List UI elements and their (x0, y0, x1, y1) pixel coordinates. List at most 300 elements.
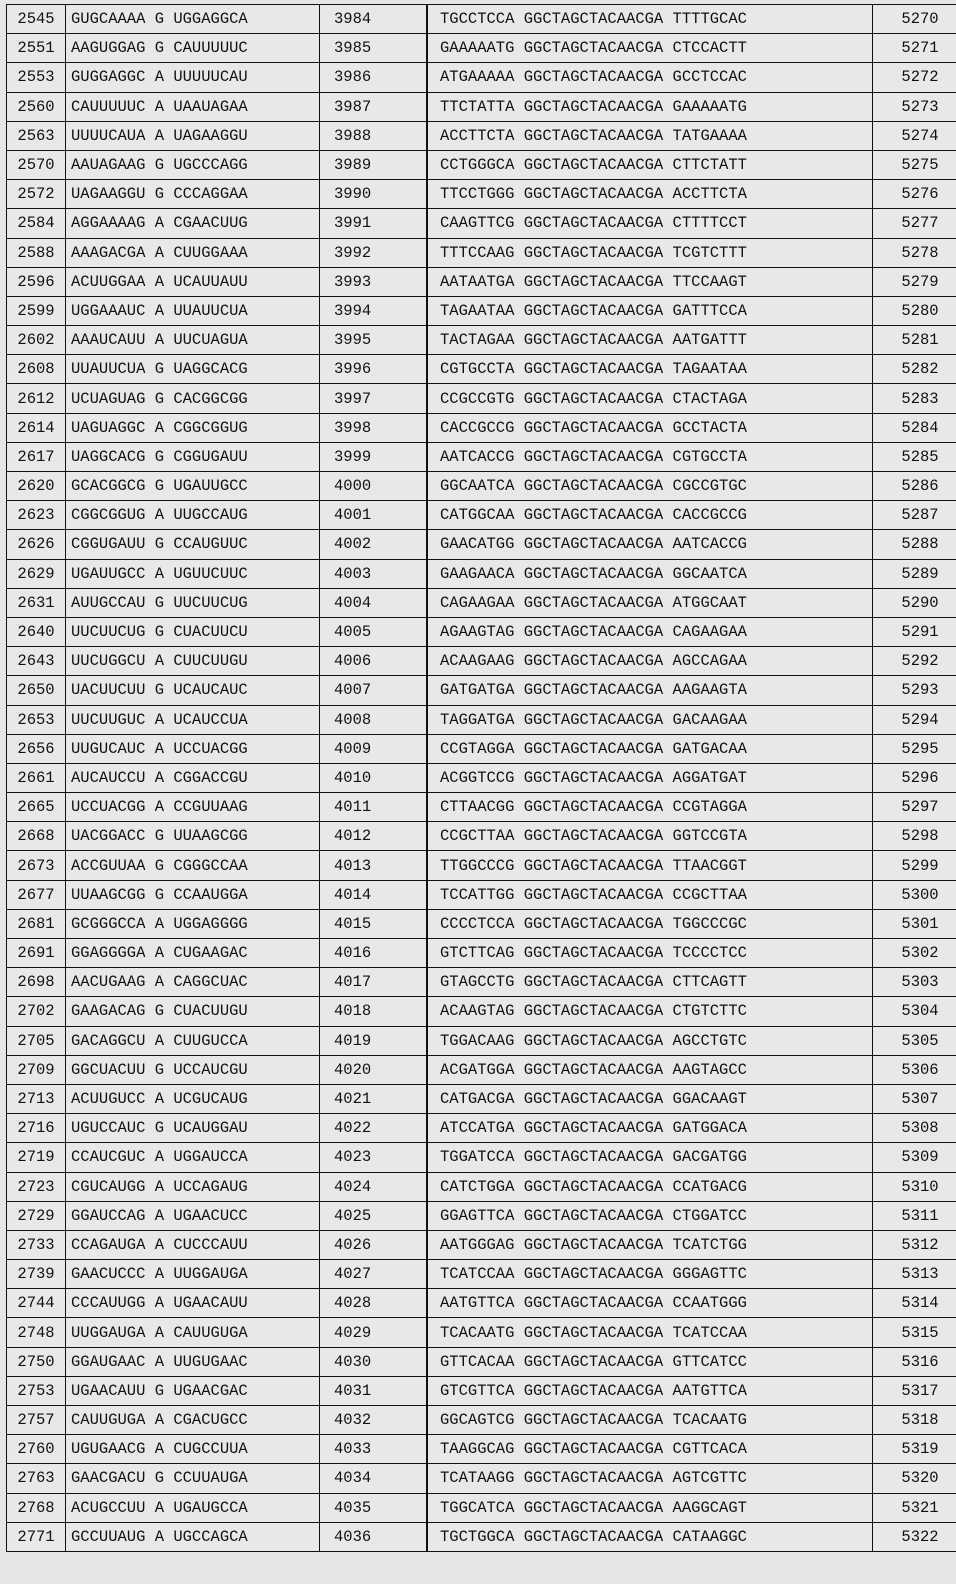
substrate-seq-id-cell: 3989 (320, 150, 427, 179)
enzyme-seq-id-cell: 5303 (873, 968, 956, 997)
substrate-sequence-cell: UAGUAGGC A CGGCGGUG (66, 413, 320, 442)
substrate-sequence-cell: AAUAGAAG G UGCCCAGG (66, 150, 320, 179)
table-row (7, 1318, 956, 1347)
enzyme-seq-id-cell: 5290 (873, 588, 956, 617)
substrate-seq-id-cell: 4024 (320, 1172, 427, 1201)
enzyme-sequence-cell: ACGATGGA GGCTAGCTACAACGA AAGTAGCC (428, 1055, 873, 1084)
position-cell: 2608 (7, 355, 66, 384)
position-cell: 2617 (7, 442, 66, 471)
enzyme-seq-id-cell: 5317 (873, 1376, 956, 1405)
enzyme-sequence-cell: GGCAGTCG GGCTAGCTACAACGA TCACAATG (428, 1406, 873, 1435)
enzyme-seq-id-cell: 5287 (873, 501, 956, 530)
enzyme-sequence-cell: GAAAAATG GGCTAGCTACAACGA CTCCACTT (428, 34, 873, 63)
enzyme-seq-id-cell: 5299 (873, 851, 956, 880)
substrate-seq-id-cell: 4001 (320, 501, 427, 530)
substrate-sequence-cell: GCACGGCG G UGAUUGCC (66, 472, 320, 501)
substrate-seq-id-cell: 4000 (320, 472, 427, 501)
substrate-sequence-cell: GGAUGAAC A UUGUGAAC (66, 1347, 320, 1376)
substrate-seq-id-cell: 4023 (320, 1143, 427, 1172)
enzyme-sequence-cell: CCGCCGTG GGCTAGCTACAACGA CTACTAGA (428, 384, 873, 413)
position-cell: 2665 (7, 793, 66, 822)
substrate-sequence-cell: CCCAUUGG A UGAACAUU (66, 1289, 320, 1318)
enzyme-sequence-cell: TTTCCAAG GGCTAGCTACAACGA TCGTCTTT (428, 238, 873, 267)
enzyme-seq-id-cell: 5283 (873, 384, 956, 413)
substrate-seq-id-cell: 3999 (320, 442, 427, 471)
enzyme-sequence-cell: TCATAAGG GGCTAGCTACAACGA AGTCGTTC (428, 1464, 873, 1493)
enzyme-sequence-cell: ACAAGAAG GGCTAGCTACAACGA AGCCAGAA (428, 647, 873, 676)
enzyme-seq-id-cell: 5275 (873, 150, 956, 179)
enzyme-seq-id-cell: 5291 (873, 617, 956, 646)
substrate-seq-id-cell: 4019 (320, 1026, 427, 1055)
enzyme-seq-id-cell: 5308 (873, 1114, 956, 1143)
substrate-seq-id-cell: 4006 (320, 647, 427, 676)
table-row (7, 1055, 956, 1084)
table-row (7, 472, 956, 501)
position-cell: 2723 (7, 1172, 66, 1201)
enzyme-sequence-cell: TAAGGCAG GGCTAGCTACAACGA CGTTCACA (428, 1435, 873, 1464)
enzyme-sequence-cell: CCGTAGGA GGCTAGCTACAACGA GATGACAA (428, 734, 873, 763)
substrate-sequence-cell: UGUCCAUC G UCAUGGAU (66, 1114, 320, 1143)
substrate-sequence-cell: AUUGCCAU G UUCUUCUG (66, 588, 320, 617)
substrate-seq-id-cell: 4028 (320, 1289, 427, 1318)
substrate-sequence-cell: CGGCGGUG A UUGCCAUG (66, 501, 320, 530)
table-row (7, 1084, 956, 1113)
substrate-sequence-cell: UAGAAGGU G CCCAGGAA (66, 180, 320, 209)
position-cell: 2545 (7, 5, 66, 34)
substrate-sequence-cell: CAUUGUGA A CGACUGCC (66, 1406, 320, 1435)
enzyme-seq-id-cell: 5315 (873, 1318, 956, 1347)
position-cell: 2661 (7, 763, 66, 792)
substrate-seq-id-cell: 3988 (320, 121, 427, 150)
position-cell: 2713 (7, 1084, 66, 1113)
position-cell: 2702 (7, 997, 66, 1026)
substrate-seq-id-cell: 3984 (320, 5, 427, 34)
enzyme-sequence-cell: GGCAATCA GGCTAGCTACAACGA CGCCGTGC (428, 472, 873, 501)
enzyme-sequence-cell: TGGACAAG GGCTAGCTACAACGA AGCCTGTC (428, 1026, 873, 1055)
table-row (7, 1172, 956, 1201)
enzyme-sequence-cell: CTTAACGG GGCTAGCTACAACGA CCGTAGGA (428, 793, 873, 822)
table-row (7, 1376, 956, 1405)
sequence-table (6, 4, 956, 1552)
substrate-sequence-cell: UAGGCACG G CGGUGAUU (66, 442, 320, 471)
sequence-table-page (6, 4, 946, 1552)
enzyme-sequence-cell: TTGGCCCG GGCTAGCTACAACGA TTAACGGT (428, 851, 873, 880)
enzyme-seq-id-cell: 5318 (873, 1406, 956, 1435)
table-row (7, 647, 956, 676)
substrate-sequence-cell: UGAACAUU G UGAACGAC (66, 1376, 320, 1405)
enzyme-seq-id-cell: 5274 (873, 121, 956, 150)
table-row (7, 617, 956, 646)
substrate-seq-id-cell: 4030 (320, 1347, 427, 1376)
substrate-seq-id-cell: 4010 (320, 763, 427, 792)
enzyme-seq-id-cell: 5289 (873, 559, 956, 588)
enzyme-sequence-cell: CCGCTTAA GGCTAGCTACAACGA GGTCCGTA (428, 822, 873, 851)
enzyme-seq-id-cell: 5285 (873, 442, 956, 471)
position-cell: 2760 (7, 1435, 66, 1464)
substrate-seq-id-cell: 4011 (320, 793, 427, 822)
table-row (7, 1289, 956, 1318)
enzyme-seq-id-cell: 5271 (873, 34, 956, 63)
table-row (7, 180, 956, 209)
substrate-sequence-cell: AACUGAAG A CAGGCUAC (66, 968, 320, 997)
position-cell: 2719 (7, 1143, 66, 1172)
substrate-sequence-cell: GUGGAGGC A UUUUUCAU (66, 63, 320, 92)
enzyme-seq-id-cell: 5305 (873, 1026, 956, 1055)
position-cell: 2750 (7, 1347, 66, 1376)
substrate-seq-id-cell: 4007 (320, 676, 427, 705)
substrate-seq-id-cell: 4002 (320, 530, 427, 559)
table-row (7, 1493, 956, 1522)
enzyme-seq-id-cell: 5300 (873, 880, 956, 909)
position-cell: 2584 (7, 209, 66, 238)
enzyme-sequence-cell: TCACAATG GGCTAGCTACAACGA TCATCCAA (428, 1318, 873, 1347)
enzyme-sequence-cell: GGAGTTCA GGCTAGCTACAACGA CTGGATCC (428, 1201, 873, 1230)
substrate-seq-id-cell: 4031 (320, 1376, 427, 1405)
substrate-sequence-cell: GAAGACAG G CUACUUGU (66, 997, 320, 1026)
position-cell: 2629 (7, 559, 66, 588)
position-cell: 2631 (7, 588, 66, 617)
enzyme-sequence-cell: AATGGGAG GGCTAGCTACAACGA TCATCTGG (428, 1230, 873, 1259)
position-cell: 2602 (7, 326, 66, 355)
enzyme-sequence-cell: CGTGCCTA GGCTAGCTACAACGA TAGAATAA (428, 355, 873, 384)
substrate-seq-id-cell: 4021 (320, 1084, 427, 1113)
table-row (7, 793, 956, 822)
table-row (7, 267, 956, 296)
substrate-sequence-cell: AUCAUCCU A CGGACCGU (66, 763, 320, 792)
substrate-seq-id-cell: 4027 (320, 1260, 427, 1289)
substrate-sequence-cell: UUGUCAUC A UCCUACGG (66, 734, 320, 763)
substrate-seq-id-cell: 3990 (320, 180, 427, 209)
enzyme-sequence-cell: GTCTTCAG GGCTAGCTACAACGA TCCCCTCC (428, 939, 873, 968)
substrate-sequence-cell: AAAUCAUU A UUCUAGUA (66, 326, 320, 355)
enzyme-seq-id-cell: 5277 (873, 209, 956, 238)
table-row (7, 1230, 956, 1259)
enzyme-seq-id-cell: 5309 (873, 1143, 956, 1172)
table-row (7, 1435, 956, 1464)
substrate-sequence-cell: UACGGACC G UUAAGCGG (66, 822, 320, 851)
position-cell: 2668 (7, 822, 66, 851)
table-row (7, 1201, 956, 1230)
substrate-sequence-cell: UUGGAUGA A CAUUGUGA (66, 1318, 320, 1347)
substrate-sequence-cell: UUCUUGUC A UCAUCCUA (66, 705, 320, 734)
position-cell: 2691 (7, 939, 66, 968)
table-row (7, 1522, 956, 1551)
enzyme-seq-id-cell: 5278 (873, 238, 956, 267)
position-cell: 2757 (7, 1406, 66, 1435)
enzyme-seq-id-cell: 5280 (873, 296, 956, 325)
position-cell: 2744 (7, 1289, 66, 1318)
substrate-sequence-cell: UGAUUGCC A UGUUCUUC (66, 559, 320, 588)
enzyme-sequence-cell: CATGGCAA GGCTAGCTACAACGA CACCGCCG (428, 501, 873, 530)
enzyme-sequence-cell: CAAGTTCG GGCTAGCTACAACGA CTTTTCCT (428, 209, 873, 238)
enzyme-sequence-cell: TAGAATAA GGCTAGCTACAACGA GATTTCCA (428, 296, 873, 325)
position-cell: 2599 (7, 296, 66, 325)
position-cell: 2739 (7, 1260, 66, 1289)
table-row (7, 442, 956, 471)
substrate-seq-id-cell: 4036 (320, 1522, 427, 1551)
table-row (7, 326, 956, 355)
enzyme-sequence-cell: TCCATTGG GGCTAGCTACAACGA CCGCTTAA (428, 880, 873, 909)
table-row (7, 997, 956, 1026)
enzyme-seq-id-cell: 5319 (873, 1435, 956, 1464)
enzyme-seq-id-cell: 5279 (873, 267, 956, 296)
enzyme-sequence-cell: AATCACCG GGCTAGCTACAACGA CGTGCCTA (428, 442, 873, 471)
table-row (7, 822, 956, 851)
substrate-sequence-cell: UCCUACGG A CCGUUAAG (66, 793, 320, 822)
substrate-seq-id-cell: 4025 (320, 1201, 427, 1230)
enzyme-seq-id-cell: 5295 (873, 734, 956, 763)
substrate-sequence-cell: AGGAAAAG A CGAACUUG (66, 209, 320, 238)
position-cell: 2612 (7, 384, 66, 413)
substrate-seq-id-cell: 4008 (320, 705, 427, 734)
enzyme-sequence-cell: TGGCATCA GGCTAGCTACAACGA AAGGCAGT (428, 1493, 873, 1522)
enzyme-seq-id-cell: 5293 (873, 676, 956, 705)
position-cell: 2753 (7, 1376, 66, 1405)
position-cell: 2716 (7, 1114, 66, 1143)
table-row (7, 559, 956, 588)
enzyme-seq-id-cell: 5286 (873, 472, 956, 501)
enzyme-seq-id-cell: 5301 (873, 909, 956, 938)
position-cell: 2563 (7, 121, 66, 150)
enzyme-seq-id-cell: 5312 (873, 1230, 956, 1259)
enzyme-sequence-cell: GAAGAACA GGCTAGCTACAACGA GGCAATCA (428, 559, 873, 588)
substrate-seq-id-cell: 3993 (320, 267, 427, 296)
position-cell: 2705 (7, 1026, 66, 1055)
substrate-seq-id-cell: 3985 (320, 34, 427, 63)
enzyme-seq-id-cell: 5322 (873, 1522, 956, 1551)
table-row (7, 676, 956, 705)
table-row (7, 384, 956, 413)
position-cell: 2640 (7, 617, 66, 646)
enzyme-sequence-cell: TCATCCAA GGCTAGCTACAACGA GGGAGTTC (428, 1260, 873, 1289)
position-cell: 2681 (7, 909, 66, 938)
substrate-seq-id-cell: 4032 (320, 1406, 427, 1435)
enzyme-seq-id-cell: 5311 (873, 1201, 956, 1230)
position-cell: 2771 (7, 1522, 66, 1551)
table-row (7, 296, 956, 325)
substrate-sequence-cell: UUAAGCGG G CCAAUGGA (66, 880, 320, 909)
table-row (7, 939, 956, 968)
substrate-sequence-cell: UCUAGUAG G CACGGCGG (66, 384, 320, 413)
enzyme-sequence-cell: CACCGCCG GGCTAGCTACAACGA GCCTACTA (428, 413, 873, 442)
substrate-seq-id-cell: 4033 (320, 1435, 427, 1464)
table-row (7, 530, 956, 559)
enzyme-seq-id-cell: 5284 (873, 413, 956, 442)
table-row (7, 763, 956, 792)
position-cell: 2650 (7, 676, 66, 705)
table-row (7, 851, 956, 880)
enzyme-sequence-cell: TACTAGAA GGCTAGCTACAACGA AATGATTT (428, 326, 873, 355)
enzyme-seq-id-cell: 5282 (873, 355, 956, 384)
enzyme-sequence-cell: ACAAGTAG GGCTAGCTACAACGA CTGTCTTC (428, 997, 873, 1026)
enzyme-sequence-cell: TTCTATTA GGCTAGCTACAACGA GAAAAATG (428, 92, 873, 121)
position-cell: 2588 (7, 238, 66, 267)
enzyme-seq-id-cell: 5298 (873, 822, 956, 851)
substrate-seq-id-cell: 4004 (320, 588, 427, 617)
enzyme-seq-id-cell: 5294 (873, 705, 956, 734)
substrate-sequence-cell: GCGGGCCA A UGGAGGGG (66, 909, 320, 938)
enzyme-sequence-cell: GTAGCCTG GGCTAGCTACAACGA CTTCAGTT (428, 968, 873, 997)
substrate-seq-id-cell: 3992 (320, 238, 427, 267)
substrate-seq-id-cell: 4022 (320, 1114, 427, 1143)
table-row (7, 209, 956, 238)
table-row (7, 238, 956, 267)
enzyme-sequence-cell: ATCCATGA GGCTAGCTACAACGA GATGGACA (428, 1114, 873, 1143)
substrate-sequence-cell: ACUGCCUU A UGAUGCCA (66, 1493, 320, 1522)
position-cell: 2596 (7, 267, 66, 296)
position-cell: 2614 (7, 413, 66, 442)
position-cell: 2748 (7, 1318, 66, 1347)
enzyme-sequence-cell: TTCCTGGG GGCTAGCTACAACGA ACCTTCTA (428, 180, 873, 209)
enzyme-seq-id-cell: 5310 (873, 1172, 956, 1201)
substrate-sequence-cell: GGCUACUU G UCCAUCGU (66, 1055, 320, 1084)
substrate-sequence-cell: CGUCAUGG A UCCAGAUG (66, 1172, 320, 1201)
substrate-seq-id-cell: 3997 (320, 384, 427, 413)
position-cell: 2626 (7, 530, 66, 559)
enzyme-seq-id-cell: 5297 (873, 793, 956, 822)
enzyme-sequence-cell: GATGATGA GGCTAGCTACAACGA AAGAAGTA (428, 676, 873, 705)
substrate-seq-id-cell: 3995 (320, 326, 427, 355)
position-cell: 2763 (7, 1464, 66, 1493)
enzyme-sequence-cell: TGCCTCCA GGCTAGCTACAACGA TTTTGCAC (428, 5, 873, 34)
enzyme-sequence-cell: TGGATCCA GGCTAGCTACAACGA GACGATGG (428, 1143, 873, 1172)
substrate-seq-id-cell: 4018 (320, 997, 427, 1026)
enzyme-seq-id-cell: 5273 (873, 92, 956, 121)
position-cell: 2572 (7, 180, 66, 209)
substrate-sequence-cell: CCAUCGUC A UGGAUCCA (66, 1143, 320, 1172)
substrate-sequence-cell: AAGUGGAG G CAUUUUUC (66, 34, 320, 63)
position-cell: 2698 (7, 968, 66, 997)
substrate-seq-id-cell: 4034 (320, 1464, 427, 1493)
table-row (7, 1260, 956, 1289)
table-row (7, 501, 956, 530)
enzyme-sequence-cell: GAACATGG GGCTAGCTACAACGA AATCACCG (428, 530, 873, 559)
substrate-sequence-cell: ACCGUUAA G CGGGCCAA (66, 851, 320, 880)
enzyme-seq-id-cell: 5276 (873, 180, 956, 209)
substrate-seq-id-cell: 4029 (320, 1318, 427, 1347)
table-row (7, 63, 956, 92)
enzyme-seq-id-cell: 5316 (873, 1347, 956, 1376)
enzyme-seq-id-cell: 5270 (873, 5, 956, 34)
substrate-sequence-cell: UGGAAAUC A UUAUUCUA (66, 296, 320, 325)
position-cell: 2733 (7, 1230, 66, 1259)
position-cell: 2709 (7, 1055, 66, 1084)
substrate-sequence-cell: CAUUUUUC A UAAUAGAA (66, 92, 320, 121)
enzyme-sequence-cell: AATGTTCA GGCTAGCTACAACGA CCAATGGG (428, 1289, 873, 1318)
table-row (7, 5, 956, 34)
position-cell: 2677 (7, 880, 66, 909)
substrate-seq-id-cell: 3994 (320, 296, 427, 325)
position-cell: 2620 (7, 472, 66, 501)
table-row (7, 734, 956, 763)
substrate-sequence-cell: UUUUCAUA A UAGAAGGU (66, 121, 320, 150)
enzyme-sequence-cell: GTTCACAA GGCTAGCTACAACGA GTTCATCC (428, 1347, 873, 1376)
table-row (7, 92, 956, 121)
enzyme-sequence-cell: CAGAAGAA GGCTAGCTACAACGA ATGGCAAT (428, 588, 873, 617)
table-row (7, 588, 956, 617)
enzyme-sequence-cell: CCTGGGCA GGCTAGCTACAACGA CTTCTATT (428, 150, 873, 179)
substrate-sequence-cell: AAAGACGA A CUUGGAAA (66, 238, 320, 267)
substrate-sequence-cell: GGAUCCAG A UGAACUCC (66, 1201, 320, 1230)
enzyme-sequence-cell: CATCTGGA GGCTAGCTACAACGA CCATGACG (428, 1172, 873, 1201)
substrate-sequence-cell: ACUUGUCC A UCGUCAUG (66, 1084, 320, 1113)
substrate-sequence-cell: GGAGGGGA A CUGAAGAC (66, 939, 320, 968)
substrate-seq-id-cell: 4026 (320, 1230, 427, 1259)
enzyme-seq-id-cell: 5302 (873, 939, 956, 968)
substrate-sequence-cell: CGGUGAUU G CCAUGUUC (66, 530, 320, 559)
enzyme-sequence-cell: GTCGTTCA GGCTAGCTACAACGA AATGTTCA (428, 1376, 873, 1405)
enzyme-sequence-cell: ACGGTCCG GGCTAGCTACAACGA AGGATGAT (428, 763, 873, 792)
substrate-sequence-cell: ACUUGGAA A UCAUUAUU (66, 267, 320, 296)
position-cell: 2768 (7, 1493, 66, 1522)
enzyme-seq-id-cell: 5292 (873, 647, 956, 676)
substrate-sequence-cell: GUGCAAAA G UGGAGGCA (66, 5, 320, 34)
substrate-seq-id-cell: 4005 (320, 617, 427, 646)
table-row (7, 1114, 956, 1143)
enzyme-seq-id-cell: 5314 (873, 1289, 956, 1318)
position-cell: 2643 (7, 647, 66, 676)
enzyme-seq-id-cell: 5296 (873, 763, 956, 792)
position-cell: 2623 (7, 501, 66, 530)
table-body (7, 5, 956, 1552)
enzyme-seq-id-cell: 5304 (873, 997, 956, 1026)
substrate-sequence-cell: GACAGGCU A CUUGUCCA (66, 1026, 320, 1055)
substrate-seq-id-cell: 4013 (320, 851, 427, 880)
substrate-sequence-cell: GAACUCCC A UUGGAUGA (66, 1260, 320, 1289)
enzyme-seq-id-cell: 5272 (873, 63, 956, 92)
table-row (7, 34, 956, 63)
substrate-seq-id-cell: 3986 (320, 63, 427, 92)
substrate-seq-id-cell: 4014 (320, 880, 427, 909)
substrate-seq-id-cell: 4020 (320, 1055, 427, 1084)
enzyme-sequence-cell: AGAAGTAG GGCTAGCTACAACGA CAGAAGAA (428, 617, 873, 646)
substrate-sequence-cell: CCAGAUGA A CUCCCAUU (66, 1230, 320, 1259)
substrate-seq-id-cell: 3991 (320, 209, 427, 238)
enzyme-sequence-cell: AATAATGA GGCTAGCTACAACGA TTCCAAGT (428, 267, 873, 296)
position-cell: 2551 (7, 34, 66, 63)
table-row (7, 355, 956, 384)
substrate-seq-id-cell: 3996 (320, 355, 427, 384)
substrate-sequence-cell: UACUUCUU G UCAUCAUC (66, 676, 320, 705)
enzyme-sequence-cell: ATGAAAAA GGCTAGCTACAACGA GCCTCCAC (428, 63, 873, 92)
substrate-sequence-cell: UUCUUCUG G CUACUUCU (66, 617, 320, 646)
substrate-seq-id-cell: 4035 (320, 1493, 427, 1522)
enzyme-seq-id-cell: 5306 (873, 1055, 956, 1084)
enzyme-sequence-cell: ACCTTCTA GGCTAGCTACAACGA TATGAAAA (428, 121, 873, 150)
substrate-sequence-cell: UUCUGGCU A CUUCUUGU (66, 647, 320, 676)
position-cell: 2570 (7, 150, 66, 179)
table-row (7, 413, 956, 442)
substrate-seq-id-cell: 3998 (320, 413, 427, 442)
position-cell: 2560 (7, 92, 66, 121)
substrate-seq-id-cell: 4017 (320, 968, 427, 997)
substrate-sequence-cell: UUAUUCUA G UAGGCACG (66, 355, 320, 384)
enzyme-seq-id-cell: 5281 (873, 326, 956, 355)
table-row (7, 909, 956, 938)
substrate-seq-id-cell: 4009 (320, 734, 427, 763)
substrate-seq-id-cell: 3987 (320, 92, 427, 121)
substrate-seq-id-cell: 4016 (320, 939, 427, 968)
substrate-seq-id-cell: 4015 (320, 909, 427, 938)
table-row (7, 121, 956, 150)
enzyme-seq-id-cell: 5288 (873, 530, 956, 559)
table-row (7, 1347, 956, 1376)
substrate-seq-id-cell: 4012 (320, 822, 427, 851)
substrate-sequence-cell: GCCUUAUG A UGCCAGCA (66, 1522, 320, 1551)
enzyme-seq-id-cell: 5313 (873, 1260, 956, 1289)
enzyme-sequence-cell: TAGGATGA GGCTAGCTACAACGA GACAAGAA (428, 705, 873, 734)
table-row (7, 705, 956, 734)
